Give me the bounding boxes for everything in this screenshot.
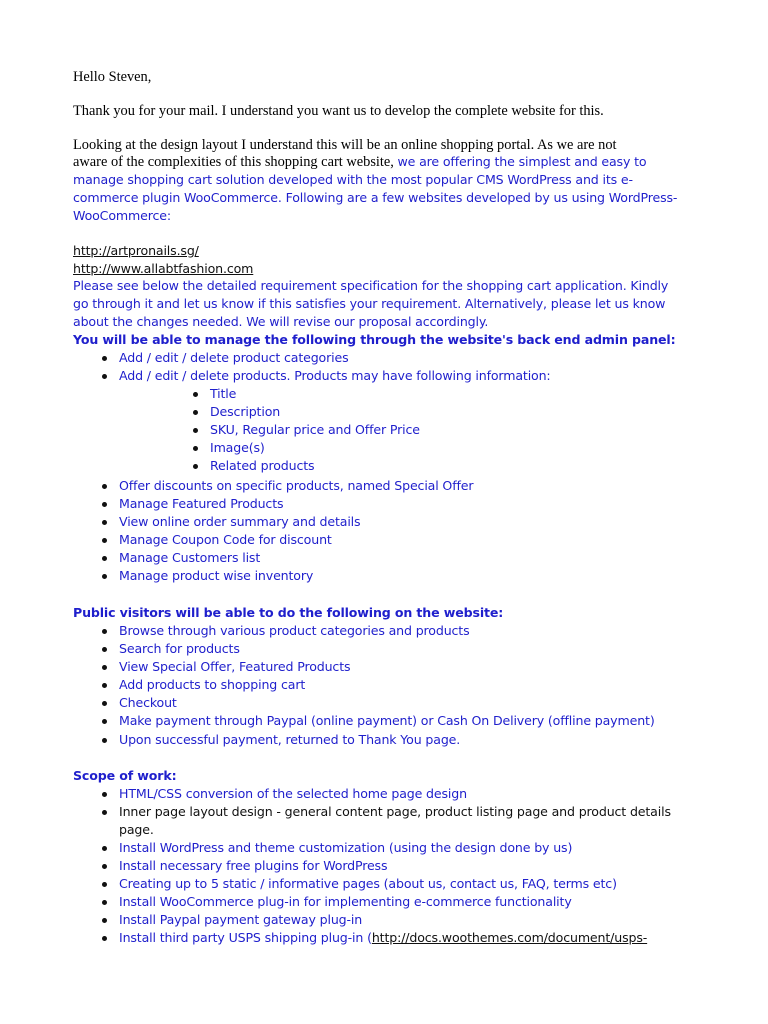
bullet-icon [102,484,107,489]
bullet-icon [102,936,107,941]
thanks-paragraph: Thank you for your mail. I understand you want us to develop the complete website for this. [73,103,604,119]
scope-list-first [119,785,467,803]
bullet-icon [193,464,198,469]
list-item: View online order summary and details [119,513,473,531]
admin-heading: You will be able to manage the following through the website's back end admin panel: [73,332,676,347]
spec-line-3: about the changes needed. We will revise our proposal accordingly. [73,314,489,329]
usps-plugin-link[interactable]: http://docs.woothemes.com/document/usps- [371,930,648,946]
list-item: Install Paypal payment gateway plug-in [119,911,647,929]
list-item: Image(s) [210,439,420,457]
intro-line-4: commerce plugin WooCommerce. Following are a few websites developed by us using WordPress- [73,190,678,205]
list-item: Manage Featured Products [119,495,473,513]
intro-line-5: WooCommerce: [73,208,171,223]
bullet-icon [102,556,107,561]
scope-list-inner-page [119,803,671,839]
bullet-icon [102,502,107,507]
list-item: Manage Coupon Code for discount [119,531,473,549]
bullet-icon [102,882,107,887]
spec-line-1: Please see below the detailed requirement specification for the shopping cart application. Kindly [73,278,669,293]
list-item: Make payment through Paypal (online payment) or Cash On Delivery (offline payment) [119,712,655,730]
bullet-icon [193,446,198,451]
public-list [119,622,655,749]
website-link-allabtfashion[interactable]: http://www.allabtfashion.com [73,261,254,276]
bullet-icon [102,356,107,361]
list-item: Install third party USPS shipping plug-in (http://docs.woothemes.com/document/usps- [119,929,647,947]
bullet-icon [193,428,198,433]
list-item: Install necessary free plugins for WordPress [119,857,647,875]
greeting: Hello Steven, [73,69,152,85]
bullet-icon [102,538,107,543]
spec-line-2: go through it and let us know if this satisfies your requirement. Alternatively, please let us know [73,296,666,311]
list-item: Title [210,385,420,403]
list-item: SKU, Regular price and Offer Price [210,421,420,439]
bullet-icon [102,810,107,815]
list-item: Install WooCommerce plug-in for implementing e-commerce functionality [119,893,647,911]
bullet-icon [102,701,107,706]
intro-line-2-black: aware of the complexities of this shopping cart website, [73,154,398,170]
scope-list-rest [119,839,647,948]
bullet-icon [102,846,107,851]
intro-line-1: Looking at the design layout I understand this will be an online shopping portal. As we are not [73,137,617,153]
bullet-icon [102,900,107,905]
list-item: Browse through various product categories and products [119,622,655,640]
bullet-icon [102,647,107,652]
list-item: Inner page layout design - general content page, product listing page and product details page. [119,803,671,839]
admin-list-b [119,477,473,586]
intro-line-2-blue: we are offering the simplest and easy to [397,154,647,169]
list-item: Description [210,403,420,421]
bullet-icon [193,392,198,397]
intro-line-3: manage shopping cart solution developed with the most popular CMS WordPress and its e- [73,172,633,187]
admin-list-a [119,349,551,385]
scope-heading: Scope of work: [73,768,177,783]
list-item: Creating up to 5 static / informative pages (about us, contact us, FAQ, terms etc) [119,875,647,893]
list-item: Add / edit / delete product categories [119,349,551,367]
bullet-icon [193,410,198,415]
list-item: HTML/CSS conversion of the selected home page design [119,785,467,803]
list-item: Install WordPress and theme customization (using the design done by us) [119,839,647,857]
list-item: Upon successful payment, returned to Thank You page. [119,731,655,749]
bullet-icon [102,520,107,525]
intro-line-2 [73,153,646,171]
list-item: Related products [210,457,420,475]
list-item: Manage product wise inventory [119,567,473,585]
website-link-artpronails[interactable]: http://artpronails.sg/ [73,243,199,258]
bullet-icon [102,683,107,688]
bullet-icon [102,374,107,379]
bullet-icon [102,719,107,724]
bullet-icon [102,574,107,579]
bullet-icon [102,738,107,743]
public-heading: Public visitors will be able to do the following on the website: [73,605,504,620]
bullet-icon [102,918,107,923]
list-item: Offer discounts on specific products, named Special Offer [119,477,473,495]
list-item: Manage Customers list [119,549,473,567]
list-item: View Special Offer, Featured Products [119,658,655,676]
product-info-list [210,385,420,475]
bullet-icon [102,792,107,797]
bullet-icon [102,864,107,869]
list-item: Add products to shopping cart [119,676,655,694]
list-item: Add / edit / delete products. Products may have following information: [119,367,551,385]
bullet-icon [102,629,107,634]
list-item: Checkout [119,694,655,712]
list-item: Search for products [119,640,655,658]
bullet-icon [102,665,107,670]
